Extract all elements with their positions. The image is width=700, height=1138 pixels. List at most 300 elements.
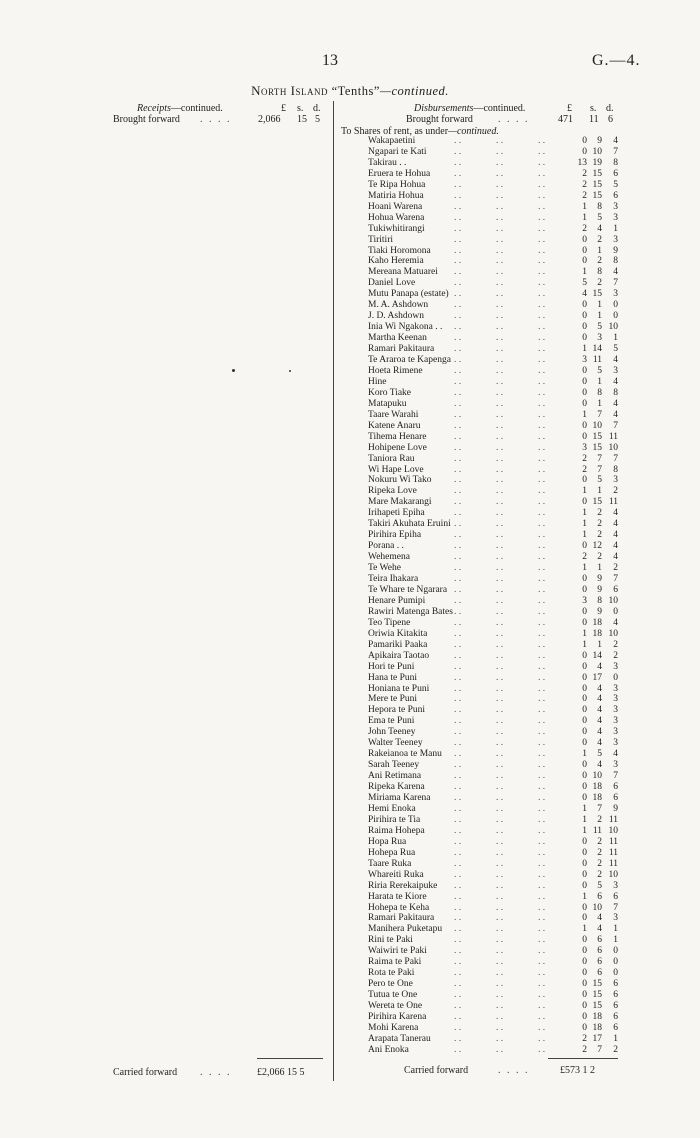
leader-dots: . . [538,650,546,661]
amount-shillings: 7 [597,803,602,814]
amount-pounds: 0 [582,234,587,245]
page-title [0,83,700,99]
leader-dots: . . [538,453,546,464]
leader-dots: . . [454,398,462,409]
payee-name: Porana . . [368,541,404,552]
amount-pounds: 0 [582,365,587,376]
leader-dots: . . [496,201,504,212]
amount-pounds: 0 [582,146,587,157]
amount-pence: 6 [613,891,618,902]
leader-dots: . . [538,803,546,814]
amount-pounds: 0 [582,1001,587,1011]
amount-shillings: 2 [597,847,602,858]
leader-dots: . . [538,891,546,902]
amount-pounds: 1 [582,409,587,420]
amount-pence: 4 [613,749,618,760]
leader-dots: . . [454,683,462,694]
list-item [368,881,618,892]
leader-dots: . . [496,431,504,442]
list-item [368,968,618,979]
amount-pence: 1 [613,223,618,234]
amount-pence: 4 [613,409,618,420]
list-item [368,1045,618,1056]
payee-name: Inia Wi Ngakona . . [368,322,443,333]
amount-pence: 7 [613,146,618,157]
leader-dots: . . [538,738,546,749]
list-item [368,278,618,289]
amount-shillings: 11 [592,355,602,365]
leader-dots: . . [496,344,504,354]
list-item [368,246,618,257]
leader-dots: . . [538,760,546,771]
list-item [368,749,618,760]
amount-pence: 6 [613,1022,618,1033]
leader-dots: . . [538,245,546,256]
amount-pence: 1 [613,1033,618,1044]
leader-dots: . . [496,355,504,365]
leader-dots: . . [454,760,462,771]
list-item [368,454,618,465]
leader-dots: . . [454,245,462,256]
amount-shillings: 15 [592,190,602,201]
leader-dots: . . [496,694,504,705]
payee-name: Raima Hohepa [368,825,425,836]
amount-shillings: 7 [597,464,602,475]
amount-pence: 8 [613,464,618,475]
leader-dots: . . [538,234,546,245]
leader-dots: . . [496,190,504,201]
amount-pence: 11 [608,836,618,847]
amount-pounds: 0 [582,760,587,771]
leader-dots: . . [496,530,504,541]
leader-dots: . . [496,168,504,179]
amount-pence: 6 [613,1012,618,1022]
leader-dots: . . [454,409,462,420]
disbursements-heading-label: Disbursements [414,103,474,114]
amount-pounds: 2 [582,464,587,475]
amount-pounds: 0 [582,617,587,628]
list-item [368,815,618,826]
payee-name: Pirihira Epiha [368,530,422,541]
amount-pounds: 0 [582,705,587,716]
amount-pounds: 0 [582,858,587,869]
leader-dots: . . [496,738,504,749]
leader-dots: . . [496,869,504,880]
amount-pounds: 1 [582,486,587,497]
amount-pounds: 2 [582,223,587,234]
amount-pounds: 0 [582,957,587,968]
amount-pounds: 0 [582,420,587,431]
leader-dots: . . [496,935,504,946]
leader-dots: . . [496,387,504,398]
list-item [368,289,618,300]
amount-pence: 5 [613,344,618,354]
amount-pence: 10 [608,442,618,453]
amount-pounds: 2 [582,1044,587,1055]
amount-pence: 7 [613,574,618,584]
payee-name: Takirau . . [368,157,407,168]
leader-dots: . . [454,968,462,979]
title-tenths: “Tenths” [331,84,380,98]
amount-pounds: 1 [582,563,587,573]
leader-dots: . . [496,793,504,803]
amount-shillings: 1 [597,563,602,573]
leader-dots: . . [538,782,546,792]
payee-name: M. A. Ashdown [368,300,429,311]
leader-dots: . . [454,672,462,683]
amount-shillings: 2 [597,278,602,289]
disbursements-carried-forward-label: Carried forward [404,1065,469,1076]
amount-pence: 7 [613,278,618,289]
amount-pounds: 0 [582,245,587,256]
leader-dots: . . [496,157,504,168]
leader-dots: . . [454,716,462,727]
amount-pounds: 3 [582,355,587,365]
leader-dots: . . [496,136,504,146]
amount-pence: 0 [613,606,618,617]
payee-name: Hana te Puni [368,672,418,683]
list-item [368,705,618,716]
leader-dots: . . [496,1044,504,1055]
payee-name: Pero te One [368,979,413,990]
amount-shillings: 2 [597,869,602,880]
receipts-brought-forward-pounds: 2,066 [258,114,281,125]
amount-pence: 6 [613,168,618,179]
amount-pence: 3 [613,913,618,924]
amount-pounds: 0 [582,475,587,486]
leader-dots: . . [496,924,504,935]
leader-dots: . . [454,464,462,475]
list-item [368,782,618,793]
leader-dots: . . [538,497,546,508]
leader-dots: . . [454,530,462,541]
payee-name: Harata te Kiore [368,891,427,902]
leader-dots: . . [538,442,546,453]
amount-shillings: 15 [592,990,602,1001]
amount-pence: 8 [613,387,618,398]
leader-dots: . . [454,990,462,1001]
amount-pence: 0 [613,672,618,683]
disbursements-brought-forward-dots: . . . . [498,114,530,125]
list-item [368,432,618,443]
payee-name: Teira Ihakara [368,574,419,584]
list-item [368,716,618,727]
list-item [368,530,618,541]
leader-dots: . . [454,420,462,431]
amount-pounds: 1 [582,267,587,278]
list-item [368,913,618,924]
amount-shillings: 2 [597,530,602,541]
receipts-col-pence: d. [313,103,321,114]
leader-dots: . . [454,486,462,497]
leader-dots: . . [454,902,462,913]
leader-dots: . . [538,574,546,584]
leader-dots: . . [454,803,462,814]
leader-dots: . . [454,869,462,880]
leader-dots: . . [538,541,546,552]
list-item [368,224,618,235]
amount-pounds: 2 [582,179,587,190]
leader-dots: . . [454,563,462,573]
amount-pounds: 4 [582,289,587,300]
list-item [368,235,618,246]
amount-pounds: 1 [582,212,587,223]
amount-pence: 3 [613,475,618,486]
leader-dots: . . [496,300,504,311]
payee-name: Daniel Love [368,278,416,289]
list-item [368,213,618,224]
leader-dots: . . [538,475,546,486]
leader-dots: . . [496,749,504,760]
leader-dots: . . [538,146,546,157]
amount-pounds: 0 [582,990,587,1001]
leader-dots: . . [454,376,462,387]
list-item [368,519,618,530]
amount-pence: 5 [613,179,618,190]
leader-dots: . . [496,617,504,628]
amount-pounds: 1 [582,519,587,530]
amount-shillings: 4 [597,738,602,749]
leader-dots: . . [454,836,462,847]
disbursements-carried-forward-dots: . . . . [498,1065,530,1076]
amount-shillings: 9 [597,585,602,595]
leader-dots: . . [454,694,462,705]
payee-name: J. D. Ashdown [368,311,424,322]
scan-speck [289,370,291,372]
amount-shillings: 15 [592,431,602,442]
amount-shillings: 8 [597,387,602,398]
leader-dots: . . [454,639,462,650]
list-item [368,662,618,673]
amount-pence: 10 [608,869,618,880]
list-item [368,771,618,782]
amount-shillings: 18 [592,793,602,803]
leader-dots: . . [538,957,546,968]
amount-pounds: 0 [582,782,587,792]
leader-dots: . . [496,475,504,486]
list-item [368,563,618,574]
leader-dots: . . [538,563,546,573]
payee-name: Tukiwhitirangi [368,223,425,234]
amount-pence: 3 [613,727,618,738]
leader-dots: . . [454,782,462,792]
leader-dots: . . [454,585,462,595]
amount-shillings: 15 [592,1001,602,1011]
leader-dots: . . [538,223,546,234]
list-item [368,607,618,618]
leader-dots: . . [496,365,504,376]
payee-name: Wereta te One [368,1001,423,1011]
amount-pounds: 0 [582,727,587,738]
leader-dots: . . [496,146,504,157]
leader-dots: . . [496,825,504,836]
list-item [368,694,618,705]
payee-name: Whareiti Ruka [368,869,424,880]
disbursements-brought-forward-pounds: 471 [558,114,573,125]
list-item [368,344,618,355]
amount-pence: 6 [613,1001,618,1011]
leader-dots: . . [454,333,462,344]
leader-dots: . . [454,771,462,782]
list-item [368,475,618,486]
amount-shillings: 2 [597,858,602,869]
payee-name: Miriama Karena [368,793,431,803]
amount-shillings: 1 [597,639,602,650]
leader-dots: . . [454,234,462,245]
amount-shillings: 15 [592,179,602,190]
list-item [368,388,618,399]
amount-shillings: 5 [597,212,602,223]
amount-pence: 2 [613,650,618,661]
payee-name: Nokuru Wi Tako [368,475,432,486]
amount-pounds: 2 [582,168,587,179]
amount-pounds: 0 [582,1022,587,1033]
leader-dots: . . [454,278,462,289]
list-item [368,1012,618,1023]
receipts-carried-forward-dots: . . . . [200,1067,232,1078]
amount-pounds: 0 [582,902,587,913]
list-item [368,311,618,322]
list-item [368,903,618,914]
disbursements-carried-forward-amount: £573 1 2 [560,1065,595,1076]
disbursements-brought-forward-pence: 6 [608,114,613,125]
list-item [368,673,618,684]
leader-dots: . . [454,913,462,924]
amount-pence: 11 [608,497,618,508]
amount-shillings: 7 [597,453,602,464]
leader-dots: . . [496,398,504,409]
leader-dots: . . [496,1022,504,1033]
leader-dots: . . [496,234,504,245]
payee-name: Irihapeti Epiha [368,508,425,519]
leader-dots: . . [538,924,546,935]
amount-pence: 3 [613,705,618,716]
leader-dots: . . [496,891,504,902]
payee-name: Te Araroa te Kapenga [368,355,451,365]
list-item [368,574,618,585]
amount-pence: 3 [613,234,618,245]
payee-name: Ani Enoka [368,1044,409,1055]
amount-pence: 6 [613,190,618,201]
amount-pounds: 1 [582,924,587,935]
receipts-carried-forward-label: Carried forward [113,1067,178,1078]
amount-shillings: 17 [592,672,602,683]
leader-dots: . . [454,190,462,201]
leader-dots: . . [454,935,462,946]
amount-pence: 3 [613,365,618,376]
amount-pence: 6 [613,793,618,803]
amount-shillings: 6 [597,968,602,979]
amount-pence: 9 [613,803,618,814]
leader-dots: . . [454,322,462,333]
leader-dots: . . [454,365,462,376]
amount-shillings: 10 [592,902,602,913]
payee-name: Raima te Paki [368,957,422,968]
leader-dots: . . [538,694,546,705]
leader-dots: . . [454,738,462,749]
leader-dots: . . [538,420,546,431]
amount-pence: 4 [613,267,618,278]
amount-pounds: 0 [582,256,587,267]
amount-pounds: 0 [582,738,587,749]
amount-pounds: 1 [582,891,587,902]
amount-pence: 9 [613,245,618,256]
amount-pounds: 0 [582,650,587,661]
leader-dots: . . [454,289,462,300]
amount-shillings: 9 [597,136,602,146]
list-item [368,136,618,147]
payee-name: Rawiri Matenga Bates [368,606,453,617]
amount-pounds: 0 [582,311,587,322]
amount-pounds: 0 [582,322,587,333]
leader-dots: . . [454,574,462,584]
list-item [368,1001,618,1012]
list-item [368,541,618,552]
leader-dots: . . [538,201,546,212]
payee-name: Teo Tipene [368,617,411,628]
leader-dots: . . [454,814,462,825]
receipts-heading-suffix: —continued. [170,103,223,114]
list-item [368,147,618,158]
leader-dots: . . [538,365,546,376]
amount-shillings: 2 [597,234,602,245]
leader-dots: . . [538,267,546,278]
leader-dots: . . [454,946,462,957]
leader-dots: . . [538,1012,546,1022]
leader-dots: . . [538,300,546,311]
amount-shillings: 4 [597,727,602,738]
leader-dots: . . [496,1033,504,1044]
leader-dots: . . [454,541,462,552]
payee-name: Henare Pumipi [368,595,426,606]
amount-pounds: 13 [577,157,587,168]
amount-pounds: 0 [582,661,587,672]
payee-name: Matiria Hohua [368,190,424,201]
leader-dots: . . [538,344,546,354]
leader-dots: . . [454,880,462,891]
amount-shillings: 6 [597,935,602,946]
list-item [368,443,618,454]
amount-pounds: 0 [582,935,587,946]
amount-pence: 4 [613,136,618,146]
leader-dots: . . [454,705,462,716]
amount-shillings: 15 [592,442,602,453]
amount-shillings: 5 [597,475,602,486]
leader-dots: . . [496,289,504,300]
leader-dots: . . [496,409,504,420]
amount-pence: 2 [613,639,618,650]
leader-dots: . . [538,847,546,858]
leader-dots: . . [454,957,462,968]
list-item [368,870,618,881]
payee-name: Hohepa Rua [368,847,416,858]
amount-pence: 6 [613,990,618,1001]
leader-dots: . . [538,661,546,672]
payee-name: Wehemena [368,552,410,563]
list-item [368,256,618,267]
list-item [368,410,618,421]
leader-dots: . . [454,979,462,990]
leader-dots: . . [496,333,504,344]
payee-name: Wi Hape Love [368,464,424,475]
amount-shillings: 3 [597,333,602,344]
amount-shillings: 19 [592,157,602,168]
leader-dots: . . [538,409,546,420]
payee-name: Katene Anaru [368,420,421,431]
leader-dots: . . [538,935,546,946]
amount-pounds: 0 [582,683,587,694]
amount-pounds: 2 [582,190,587,201]
